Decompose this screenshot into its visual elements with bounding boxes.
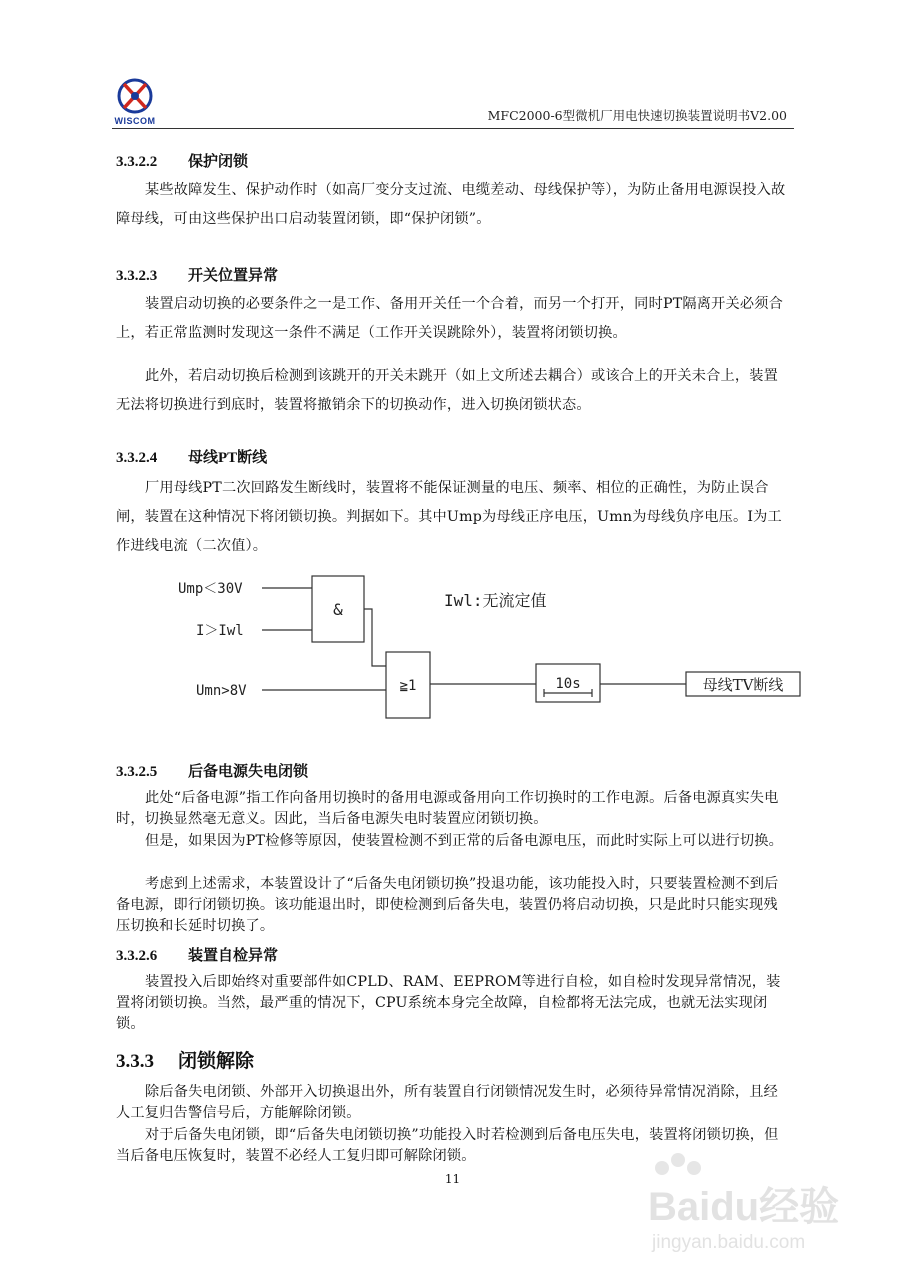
paw-toe-2 — [671, 1153, 685, 1167]
heading-3-3-2-3 — [116, 264, 278, 285]
baidu-jingyan-watermark — [644, 1150, 864, 1260]
watermark-url: jingyan.baidu.com — [652, 1232, 806, 1253]
paragraph: 除后备失电闭锁、外部开入切换退出外，所有装置自行闭锁情况发生时，必须待异常情况消除，且经人工复归告警信号后，方能解除闭锁。 — [116, 1084, 779, 1121]
iwl-note: Iwl:无流定值 — [444, 591, 547, 610]
section-number: 3.3.2.4 — [116, 450, 158, 466]
header-rule — [112, 128, 794, 129]
section-number: 3.3.2.3 — [116, 268, 158, 284]
heading-3-3-3 — [116, 1046, 254, 1073]
section-title: 母线PT断线 — [188, 450, 268, 466]
pt-break-logic-diagram — [150, 570, 810, 730]
section-number: 3.3.3 — [116, 1051, 154, 1072]
paragraph: 但是，如果因为PT检修等原因，使装置检测不到正常的后备电源电压，而此时实际上可以进行切换。 — [145, 833, 784, 849]
section-number: 3.3.2.5 — [116, 764, 158, 780]
paragraph: 装置启动切换的必要条件之一是工作、备用开关任一个合着，而另一个打开，同时PT隔离开关必须合上，若正常监测时发现这一条件不满足（工作开关误跳除外），装置将闭锁切换。 — [116, 296, 784, 341]
watermark-brand: Baidu经验 — [648, 1185, 840, 1229]
paragraph: 对于后备失电闭锁，即“后备失电闭锁切换”功能投入时若检测到后备电压失电，装置将闭锁切换，但当后备电压恢复时，装置不必经人工复归即可解除闭锁。 — [116, 1127, 779, 1164]
section-title: 保护闭锁 — [188, 154, 249, 170]
paragraph: 考虑到上述需求，本装置设计了“后备失电闭锁切换”投退功能，该功能投入时，只要装置检测不到后备电源，即行闭锁切换。该功能退出时，即使检测到后备失电，装置仍将启动切换，只是此时只能实现残压切换和长延时切换了。 — [116, 876, 779, 934]
paragraph: 厂用母线PT二次回路发生断线时，装置将不能保证测量的电压、频率、相位的正确性，为防止误合闸，装置在这种情况下将闭锁切换。判据如下。其中Ump为母线正序电压，Umn为母线负序电压。I为工作进线电流（二次值）。 — [116, 480, 782, 554]
timer-label: 10s — [555, 676, 581, 692]
heading-3-3-2-2 — [116, 150, 248, 171]
and-gate-label: & — [333, 600, 343, 619]
wire-and-out — [364, 609, 386, 666]
input-ump-label: Ump＜30V — [178, 581, 243, 597]
logo-text: WISCOM — [114, 116, 156, 126]
input-i-label: I＞Iwl — [196, 623, 244, 639]
output-label: 母线TV断线 — [702, 676, 784, 694]
heading-3-3-2-5 — [116, 760, 308, 781]
section-title: 后备电源失电闭锁 — [188, 764, 309, 780]
paw-toe-1 — [655, 1161, 669, 1175]
paragraph: 此外，若启动切换后检测到该跳开的开关未跳开（如上文所述去耦合）或该合上的开关未合上，装置无法将切换进行到底时，装置将撤销余下的切换动作，进入切换闭锁状态。 — [116, 368, 779, 413]
section-title: 装置自检异常 — [188, 948, 279, 964]
section-number: 3.3.2.6 — [116, 948, 158, 964]
section-number: 3.3.2.2 — [116, 154, 158, 170]
section-title: 开关位置异常 — [188, 268, 279, 284]
paragraph: 此处“后备电源”指工作向备用切换时的备用电源或备用向工作切换时的工作电源。后备电源真实失电时，切换显然毫无意义。因此，当后备电源失电时装置应闭锁切换。 — [116, 790, 779, 827]
section-title: 闭锁解除 — [178, 1051, 255, 1072]
header-title: MFC2000-6型微机厂用电快速切换装置说明书V2.00 — [487, 108, 787, 123]
heading-3-3-2-6 — [116, 944, 278, 965]
heading-3-3-2-4 — [116, 446, 267, 467]
or-gate-label: ≧1 — [399, 678, 417, 694]
input-umn-label: Umn>8V — [196, 683, 247, 699]
paragraph: 某些故障发生、保护动作时（如高厂变分支过流、电缆差动、母线保护等），为防止备用电源误投入故障母线，可由这些保护出口启动装置闭锁，即“保护闭锁”。 — [116, 182, 786, 227]
paw-toe-3 — [687, 1161, 701, 1175]
paragraph: 装置投入后即始终对重要部件如CPLD、RAM、EEPROM等进行自检，如自检时发现异常情况，装置将闭锁切换。当然，最严重的情况下，CPU系统本身完全故障，自检都将无法完成，也就无法实现闭锁。 — [116, 974, 781, 1032]
page-number: 11 — [444, 1172, 461, 1186]
